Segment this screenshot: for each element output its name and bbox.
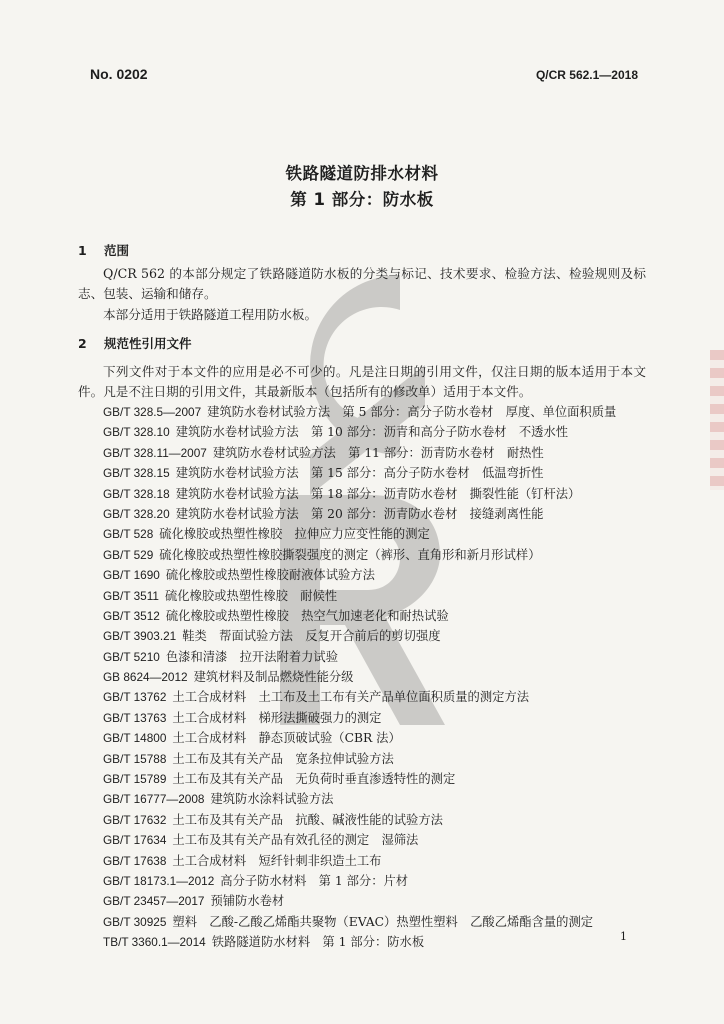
reference-title: 建筑防水卷材试验方法 第 11 部分：沥青防水卷材 耐热性	[212, 445, 544, 460]
section-heading-normative-references	[78, 334, 192, 352]
reference-code: GB 8624—2012	[103, 670, 188, 685]
reference-item	[103, 667, 663, 687]
reference-title: 建筑防水卷材试验方法 第 18 部分：沥青防水卷材 撕裂性能（钉杆法）	[175, 486, 581, 501]
reference-title: 硫化橡胶或热塑性橡胶 拉伸应力应变性能的测定	[159, 527, 430, 542]
reference-item	[103, 728, 663, 748]
reference-code: GB/T 18173.1—2012	[103, 873, 215, 888]
section-number: 2	[78, 336, 87, 351]
reference-item	[103, 524, 663, 544]
reference-title: 硫化橡胶或热塑性橡胶 热空气加速老化和耐热试验	[165, 608, 449, 623]
reference-code: GB/T 328.18	[103, 486, 170, 501]
reference-item	[103, 708, 663, 728]
reference-item	[103, 647, 663, 667]
reference-title: 鞋类 帮面试验方法 反复开合前后的剪切强度	[182, 629, 441, 644]
section-title: 规范性引用文件	[104, 336, 192, 351]
reference-title: 建筑防水涂料试验方法	[210, 792, 334, 807]
reference-item	[103, 565, 663, 585]
reference-title: 建筑防水卷材试验方法 第 5 部分：高分子防水卷材 厚度、单位面积质量	[207, 405, 617, 419]
reference-title: 土工布及其有关产品 宽条拉伸试验方法	[172, 751, 394, 766]
reference-title: 土工布及其有关产品 抗酸、碱液性能的试验方法	[172, 812, 443, 827]
reference-title: 建筑材料及制品燃烧性能分级	[193, 670, 354, 685]
reference-code: GB/T 14800	[103, 731, 167, 746]
reference-item	[103, 687, 663, 707]
reference-item	[103, 932, 663, 952]
section-heading-scope	[78, 241, 129, 259]
reference-code: GB/T 328.5—2007	[103, 405, 202, 419]
reference-title: 土工合成材料 梯形法撕破强力的测定	[172, 710, 382, 725]
reference-title: 硫化橡胶或热塑性橡胶 耐候性	[164, 588, 338, 603]
reference-code: GB/T 328.10	[103, 425, 170, 440]
reference-code: GB/T 30925	[103, 914, 167, 929]
normative-intro: 下列文件对于本文件的应用是必不可少的。凡是注日期的引用文件，仅注日期的版本适用于本文件。凡是不注日期的引用文件，其最新版本（包括所有的修改单）适用于本文件。	[78, 364, 646, 399]
reference-title: 硫化橡胶或热塑性橡胶耐液体试验方法	[165, 568, 375, 583]
reference-code: GB/T 16777—2008	[103, 792, 205, 807]
reference-code: GB/T 328.11—2007	[103, 445, 207, 460]
reference-list	[103, 402, 663, 953]
reference-item	[103, 912, 663, 932]
reference-title: 建筑防水卷材试验方法 第 20 部分：沥青防水卷材 接缝剥离性能	[175, 506, 544, 521]
reference-title: 塑料 乙酸-乙酸乙烯酯共聚物（EVAC）热塑性塑料 乙酸乙烯酯含量的测定	[172, 914, 594, 929]
reference-item	[103, 810, 663, 830]
reference-item	[103, 830, 663, 850]
document-subtitle: 第 1 部分：防水板	[290, 190, 434, 209]
reference-code: GB/T 17632	[103, 812, 167, 827]
reference-title: 土工合成材料 土工布及土工布有关产品单位面积质量的测定方法	[172, 690, 530, 705]
reference-item	[103, 463, 663, 483]
reference-title: 硫化橡胶或热塑性橡胶撕裂强度的测定（裤形、直角形和新月形试样）	[159, 547, 541, 562]
reference-code: GB/T 15788	[103, 751, 167, 766]
reference-title: 建筑防水卷材试验方法 第 15 部分：高分子防水卷材 低温弯折性	[175, 466, 544, 481]
reference-item	[103, 422, 663, 442]
reference-item	[103, 626, 663, 646]
reference-item	[103, 443, 663, 463]
reference-code: GB/T 328.20	[103, 506, 170, 521]
reference-code: GB/T 23457—2017	[103, 894, 205, 909]
reference-item	[103, 586, 663, 606]
reference-item	[103, 871, 663, 891]
reference-code: GB/T 328.15	[103, 466, 170, 481]
reference-item	[103, 789, 663, 809]
reference-title: 色漆和清漆 拉开法附着力试验	[165, 649, 339, 664]
reference-item	[103, 769, 663, 789]
reference-code: GB/T 17634	[103, 833, 167, 848]
reference-item	[103, 484, 663, 504]
page-number: 1	[620, 930, 627, 943]
reference-item	[103, 749, 663, 769]
reference-title: 预铺防水卷材	[210, 894, 285, 909]
reference-title: 铁路隧道防水材料 第 1 部分：防水板	[211, 935, 425, 950]
reference-code: GB/T 529	[103, 547, 154, 562]
reference-code: GB/T 3903.21	[103, 629, 177, 644]
reference-code: GB/T 528	[103, 527, 154, 542]
reference-item	[103, 545, 663, 565]
reference-title: 土工布及其有关产品有效孔径的测定 湿筛法	[172, 833, 419, 848]
reference-item	[103, 891, 663, 911]
reference-code: GB/T 3512	[103, 608, 160, 623]
reference-item	[103, 606, 663, 626]
reference-code: TB/T 3360.1—2014	[103, 935, 206, 950]
reference-item	[103, 402, 663, 422]
reference-code: GB/T 3511	[103, 588, 159, 603]
reference-title: 高分子防水材料 第 1 部分：片材	[220, 873, 409, 888]
reference-title: 建筑防水卷材试验方法 第 10 部分：沥青和高分子防水卷材 不透水性	[175, 425, 569, 440]
reference-item	[103, 504, 663, 524]
scope-paragraph: Q/CR 562 的本部分规定了铁路隧道防水板的分类与标记、技术要求、检验方法、检验规则及标志、包装、运输和储存。	[78, 266, 646, 301]
reference-code: GB/T 13762	[103, 690, 167, 705]
reference-title: 土工合成材料 静态顶破试验（CBR 法）	[172, 731, 401, 746]
red-stamp-edge	[710, 350, 724, 490]
reference-title: 土工合成材料 短纤针刺非织造土工布	[172, 853, 382, 868]
reference-item	[103, 851, 663, 871]
section-title: 范围	[104, 243, 130, 258]
document-number: No. 0202	[90, 66, 148, 82]
reference-code: GB/T 17638	[103, 853, 167, 868]
scope-applicability: 本部分适用于铁路隧道工程用防水板。	[103, 307, 318, 322]
reference-code: GB/T 15789	[103, 772, 167, 787]
standard-code: Q/CR 562.1—2018	[535, 68, 638, 82]
reference-code: GB/T 1690	[103, 568, 160, 583]
reference-code: GB/T 5210	[103, 649, 160, 664]
document-title: 铁路隧道防排水材料	[285, 164, 439, 183]
section-number: 1	[78, 243, 87, 258]
reference-code: GB/T 13763	[103, 710, 167, 725]
reference-title: 土工布及其有关产品 无负荷时垂直渗透特性的测定	[172, 772, 456, 787]
